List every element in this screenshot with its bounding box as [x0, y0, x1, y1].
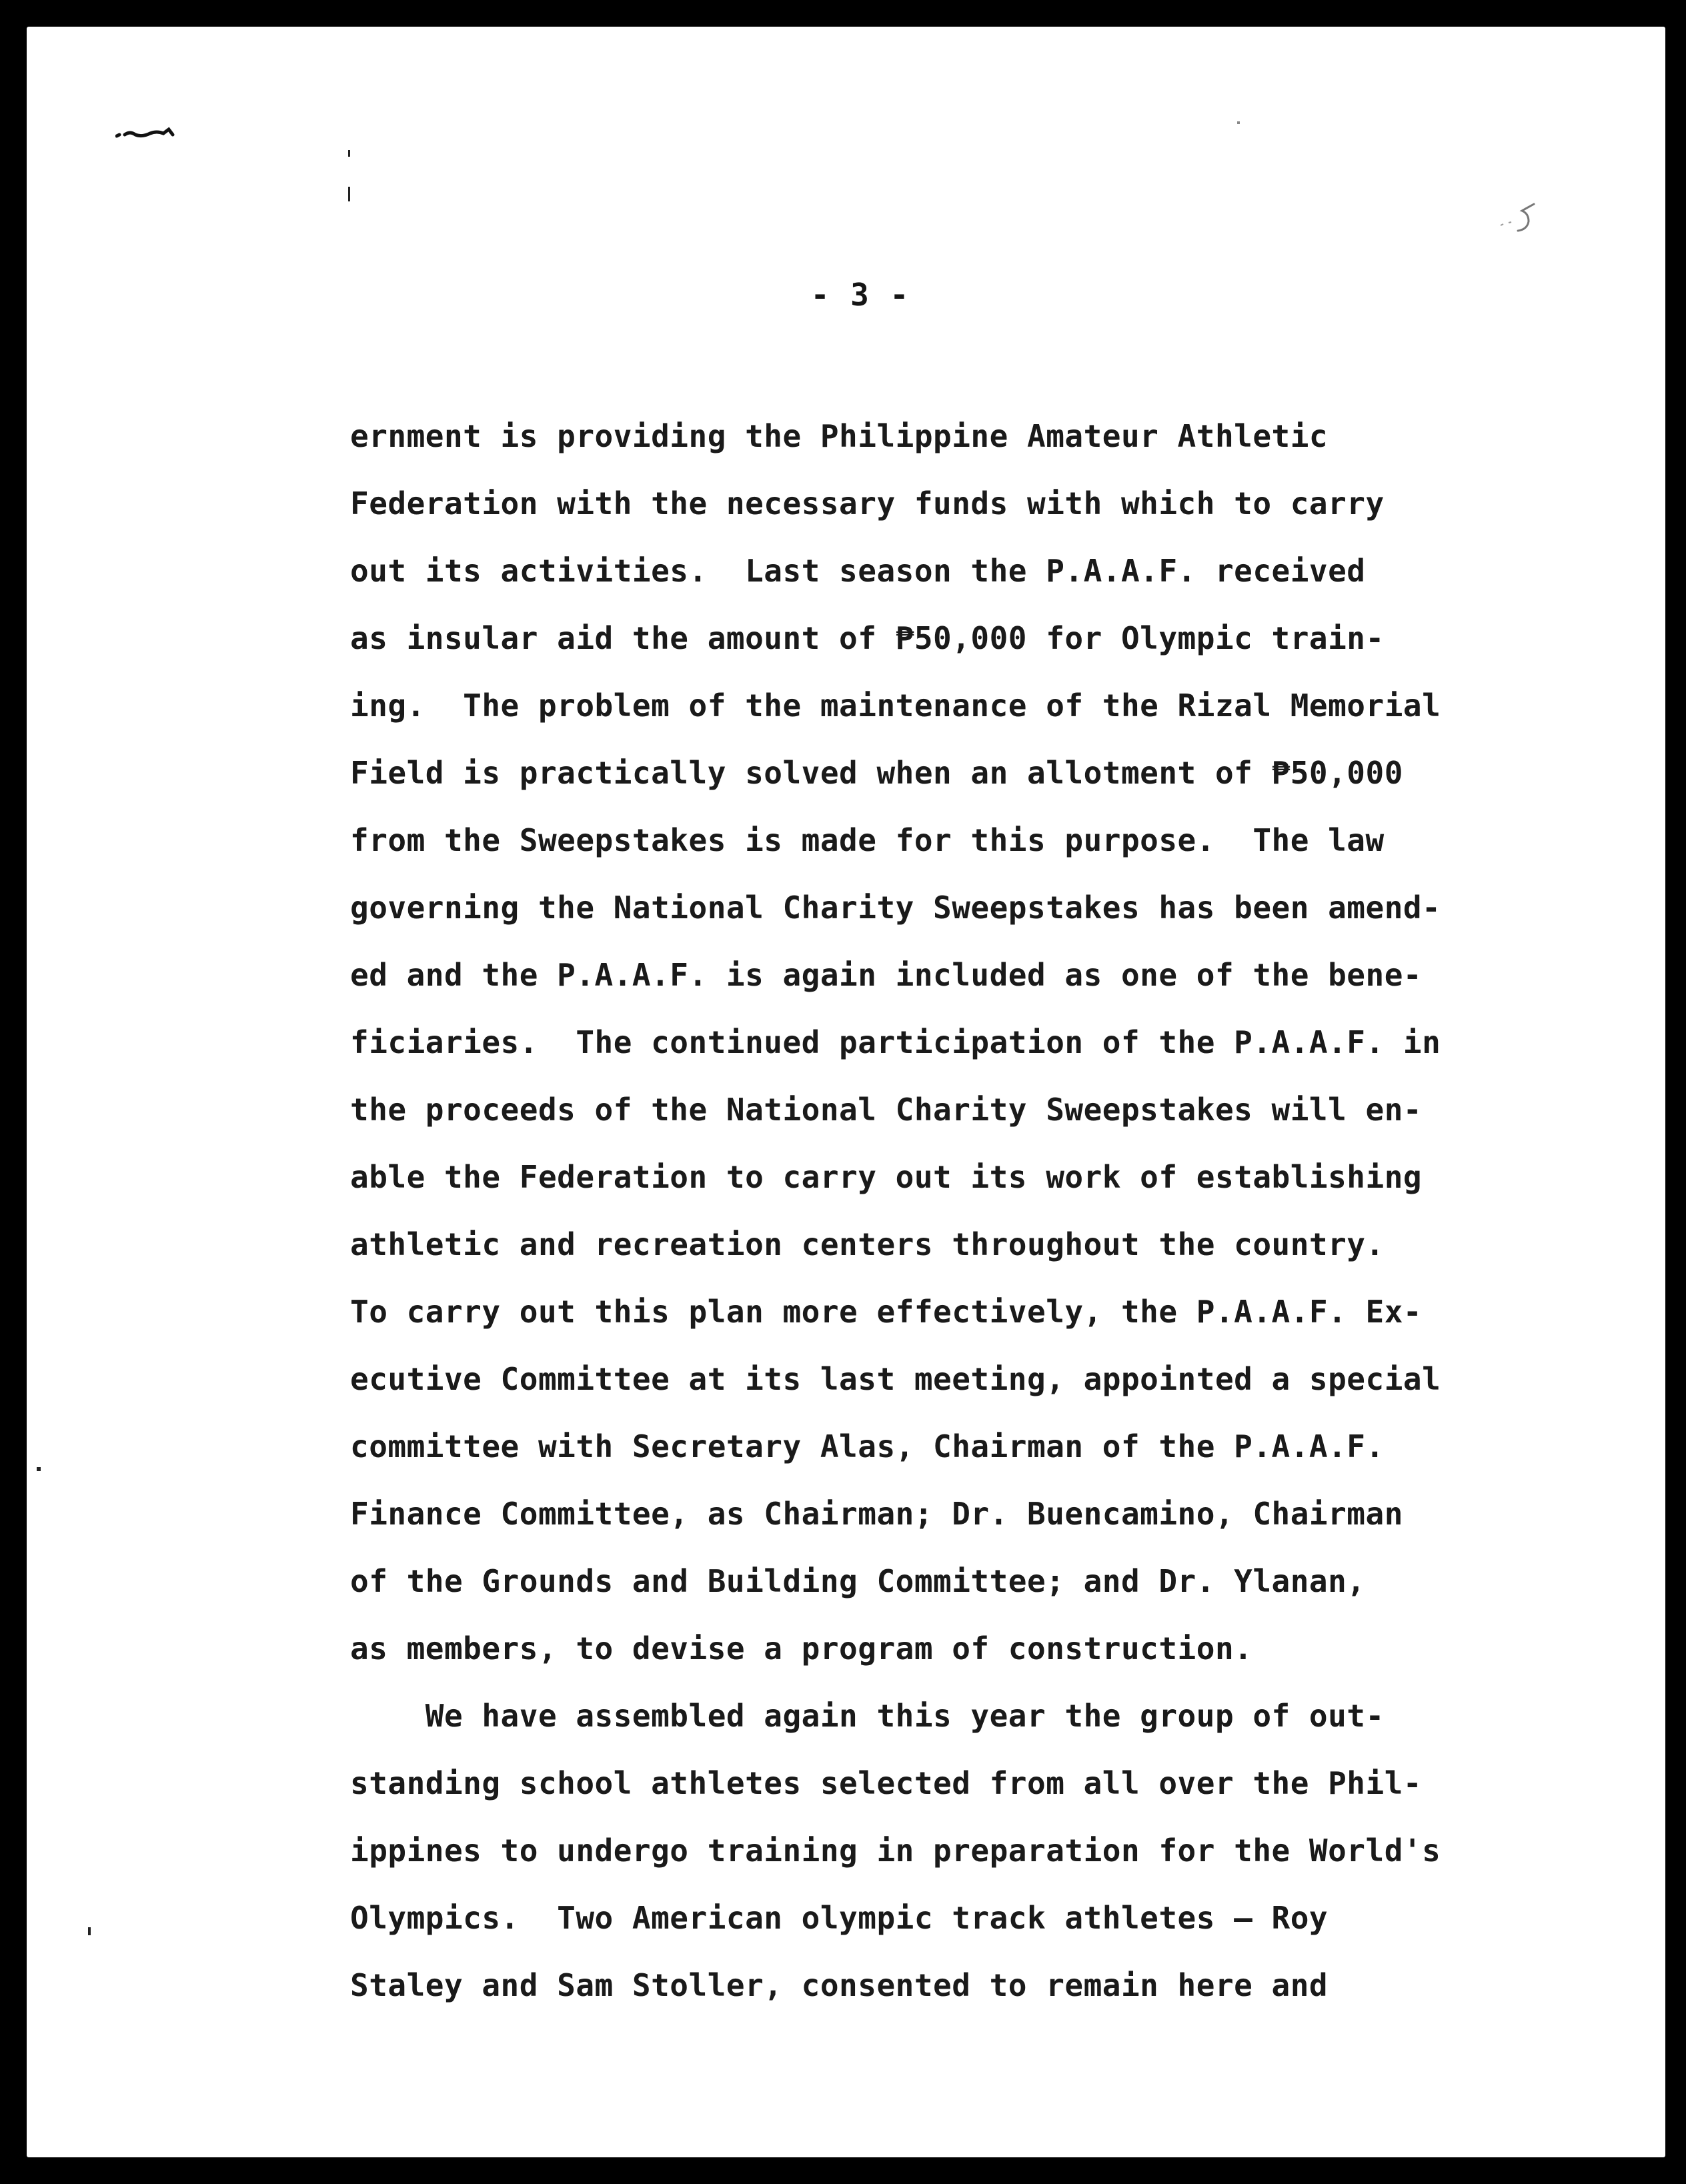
- punch-mark: [348, 150, 350, 157]
- punch-mark: [348, 187, 350, 201]
- text-line: Olympics. Two American olympic track athletes — Roy: [350, 1900, 1329, 1936]
- speck: [37, 1467, 41, 1471]
- text-line: athletic and recreation centers throughout the country.: [350, 1226, 1385, 1262]
- text-line: Federation with the necessary funds with which to carry: [350, 485, 1385, 521]
- typewritten-body: [350, 412, 1551, 2029]
- text-line: governing the National Charity Sweepstakes has been amend-: [350, 890, 1441, 926]
- text-line: ing. The problem of the maintenance of the Rizal Memorial: [350, 688, 1441, 724]
- document-page: [27, 27, 1665, 2157]
- page-number: - 3 -: [810, 277, 910, 313]
- text-line: Staley and Sam Stoller, consented to remain here and: [350, 1967, 1329, 2003]
- text-line: committee with Secretary Alas, Chairman of the P.A.A.F.: [350, 1428, 1385, 1464]
- text-line: as members, to devise a program of construction.: [350, 1630, 1253, 1667]
- text-line: To carry out this plan more effectively, the P.A.A.F. Ex-: [350, 1294, 1423, 1330]
- text-line: ernment is providing the Philippine Amateur Athletic: [350, 418, 1329, 454]
- text-line: from the Sweepstakes is made for this purpose. The law: [350, 822, 1385, 858]
- speck: [1237, 121, 1240, 124]
- speck: [88, 1927, 91, 1935]
- text-line: Field is practically solved when an allotment of ₱50,000: [350, 755, 1403, 791]
- margin-scribble: [115, 121, 182, 141]
- text-line: ed and the P.A.A.F. is again included as one of the bene-: [350, 957, 1423, 993]
- text-line: the proceeds of the National Charity Sweepstakes will en-: [350, 1092, 1423, 1128]
- text-line: ficiaries. The continued participation of the P.A.A.F. in: [350, 1024, 1441, 1060]
- text-line: We have assembled again this year the group of out-: [350, 1698, 1385, 1734]
- text-line: standing school athletes selected from all over the Phil-: [350, 1765, 1423, 1801]
- text-line: ippines to undergo training in preparation for the World's: [350, 1833, 1441, 1869]
- text-line: of the Grounds and Building Committee; and Dr. Ylanan,: [350, 1563, 1366, 1599]
- text-line: able the Federation to carry out its work of establishing: [350, 1159, 1423, 1195]
- text-line: out its activities. Last season the P.A.A.F. received: [350, 553, 1366, 589]
- text-line: as insular aid the amount of ₱50,000 for Olympic train-: [350, 620, 1385, 656]
- text-line: ecutive Committee at its last meeting, appointed a special: [350, 1361, 1441, 1397]
- text-line: Finance Committee, as Chairman; Dr. Buencamino, Chairman: [350, 1496, 1403, 1532]
- pencil-mark: [1487, 199, 1547, 245]
